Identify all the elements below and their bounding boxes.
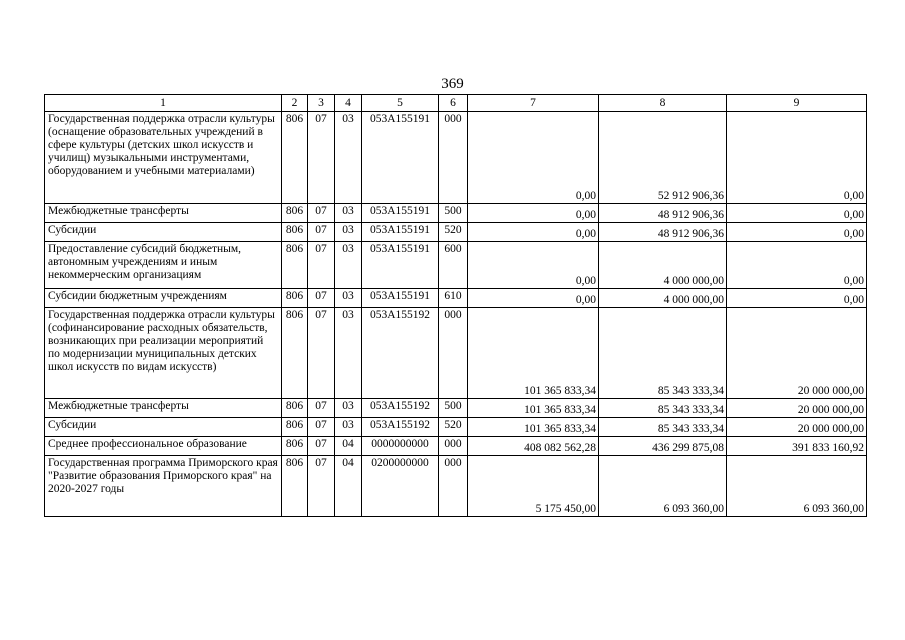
table-row [45,289,867,308]
grbs-code: 806 [282,204,308,223]
grbs-code: 806 [282,242,308,289]
section-code: 07 [308,112,335,204]
row-name: Государственная программа Приморского края "Развитие образования Приморского края" на 2020-2027 годы [45,456,282,517]
amount-col9: 20 000 000,00 [727,399,867,418]
subsection-code: 03 [335,112,362,204]
row-name: Среднее профессиональное образование [45,437,282,456]
amount-col8: 85 343 333,34 [599,399,727,418]
expense-type-code: 600 [439,242,468,289]
target-article-code: 053A155191 [362,289,439,308]
amount-col9: 0,00 [727,242,867,289]
amount-col8: 48 912 906,36 [599,204,727,223]
amount-col9: 0,00 [727,223,867,242]
section-code: 07 [308,242,335,289]
amount-col7: 408 082 562,28 [468,437,599,456]
section-code: 07 [308,289,335,308]
amount-col8: 436 299 875,08 [599,437,727,456]
row-name: Межбюджетные трансферты [45,204,282,223]
grbs-code: 806 [282,289,308,308]
expense-type-code: 000 [439,112,468,204]
header-cell: 2 [282,95,308,112]
amount-col7: 101 365 833,34 [468,399,599,418]
row-name: Межбюджетные трансферты [45,399,282,418]
amount-col7: 0,00 [468,242,599,289]
grbs-code: 806 [282,456,308,517]
budget-table [44,94,867,517]
expense-type-code: 500 [439,399,468,418]
row-name: Субсидии [45,418,282,437]
table-row [45,308,867,399]
row-name: Субсидии бюджетным учреждениям [45,289,282,308]
header-cell: 1 [45,95,282,112]
amount-col8: 4 000 000,00 [599,289,727,308]
amount-col9: 20 000 000,00 [727,418,867,437]
amount-col8: 85 343 333,34 [599,418,727,437]
section-code: 07 [308,399,335,418]
amount-col9: 20 000 000,00 [727,308,867,399]
amount-col7: 0,00 [468,223,599,242]
amount-col9: 6 093 360,00 [727,456,867,517]
header-cell: 5 [362,95,439,112]
amount-col9: 0,00 [727,204,867,223]
subsection-code: 03 [335,242,362,289]
grbs-code: 806 [282,399,308,418]
table-row [45,223,867,242]
section-code: 07 [308,418,335,437]
amount-col7: 101 365 833,34 [468,308,599,399]
subsection-code: 03 [335,223,362,242]
row-name: Государственная поддержка отрасли культуры (софинансирование расходных обязательств, возникающих при реализации мероприятий по модернизации муниципальных детских школ искусств по видам искусств) [45,308,282,399]
header-cell: 6 [439,95,468,112]
table-row [45,418,867,437]
table-row [45,242,867,289]
expense-type-code: 000 [439,456,468,517]
section-code: 07 [308,204,335,223]
expense-type-code: 520 [439,223,468,242]
target-article-code: 0200000000 [362,456,439,517]
target-article-code: 053A155191 [362,223,439,242]
amount-col9: 391 833 160,92 [727,437,867,456]
amount-col7: 0,00 [468,289,599,308]
subsection-code: 03 [335,399,362,418]
amount-col8: 52 912 906,36 [599,112,727,204]
target-article-code: 053A155191 [362,242,439,289]
section-code: 07 [308,456,335,517]
header-cell: 3 [308,95,335,112]
subsection-code: 04 [335,437,362,456]
target-article-code: 053A155192 [362,308,439,399]
grbs-code: 806 [282,308,308,399]
amount-col8: 6 093 360,00 [599,456,727,517]
subsection-code: 04 [335,456,362,517]
expense-type-code: 610 [439,289,468,308]
row-name: Государственная поддержка отрасли культуры (оснащение образовательных учреждений в сфере культуры (детских школ искусств и училищ) музыкальными инструментами, оборудованием и учебными материалами) [45,112,282,204]
header-row [45,95,867,112]
amount-col8: 48 912 906,36 [599,223,727,242]
table-row [45,399,867,418]
expense-type-code: 520 [439,418,468,437]
amount-col8: 85 343 333,34 [599,308,727,399]
target-article-code: 053A155191 [362,204,439,223]
grbs-code: 806 [282,418,308,437]
header-cell: 9 [727,95,867,112]
amount-col7: 0,00 [468,204,599,223]
amount-col9: 0,00 [727,289,867,308]
header-cell: 4 [335,95,362,112]
row-name: Предоставление субсидий бюджетным, автономным учреждениям и иным некоммерческим организациям [45,242,282,289]
table-row [45,456,867,517]
section-code: 07 [308,437,335,456]
subsection-code: 03 [335,418,362,437]
grbs-code: 806 [282,437,308,456]
grbs-code: 806 [282,112,308,204]
header-cell: 7 [468,95,599,112]
target-article-code: 053A155191 [362,112,439,204]
table-row [45,204,867,223]
row-name: Субсидии [45,223,282,242]
expense-type-code: 500 [439,204,468,223]
amount-col7: 0,00 [468,112,599,204]
grbs-code: 806 [282,223,308,242]
amount-col9: 0,00 [727,112,867,204]
target-article-code: 053A155192 [362,418,439,437]
table-row [45,437,867,456]
target-article-code: 0000000000 [362,437,439,456]
amount-col7: 5 175 450,00 [468,456,599,517]
expense-type-code: 000 [439,308,468,399]
expense-type-code: 000 [439,437,468,456]
target-article-code: 053A155192 [362,399,439,418]
amount-col8: 4 000 000,00 [599,242,727,289]
subsection-code: 03 [335,289,362,308]
table-row [45,112,867,204]
section-code: 07 [308,308,335,399]
page-number: 369 [441,76,464,92]
section-code: 07 [308,223,335,242]
header-cell: 8 [599,95,727,112]
subsection-code: 03 [335,308,362,399]
subsection-code: 03 [335,204,362,223]
amount-col7: 101 365 833,34 [468,418,599,437]
